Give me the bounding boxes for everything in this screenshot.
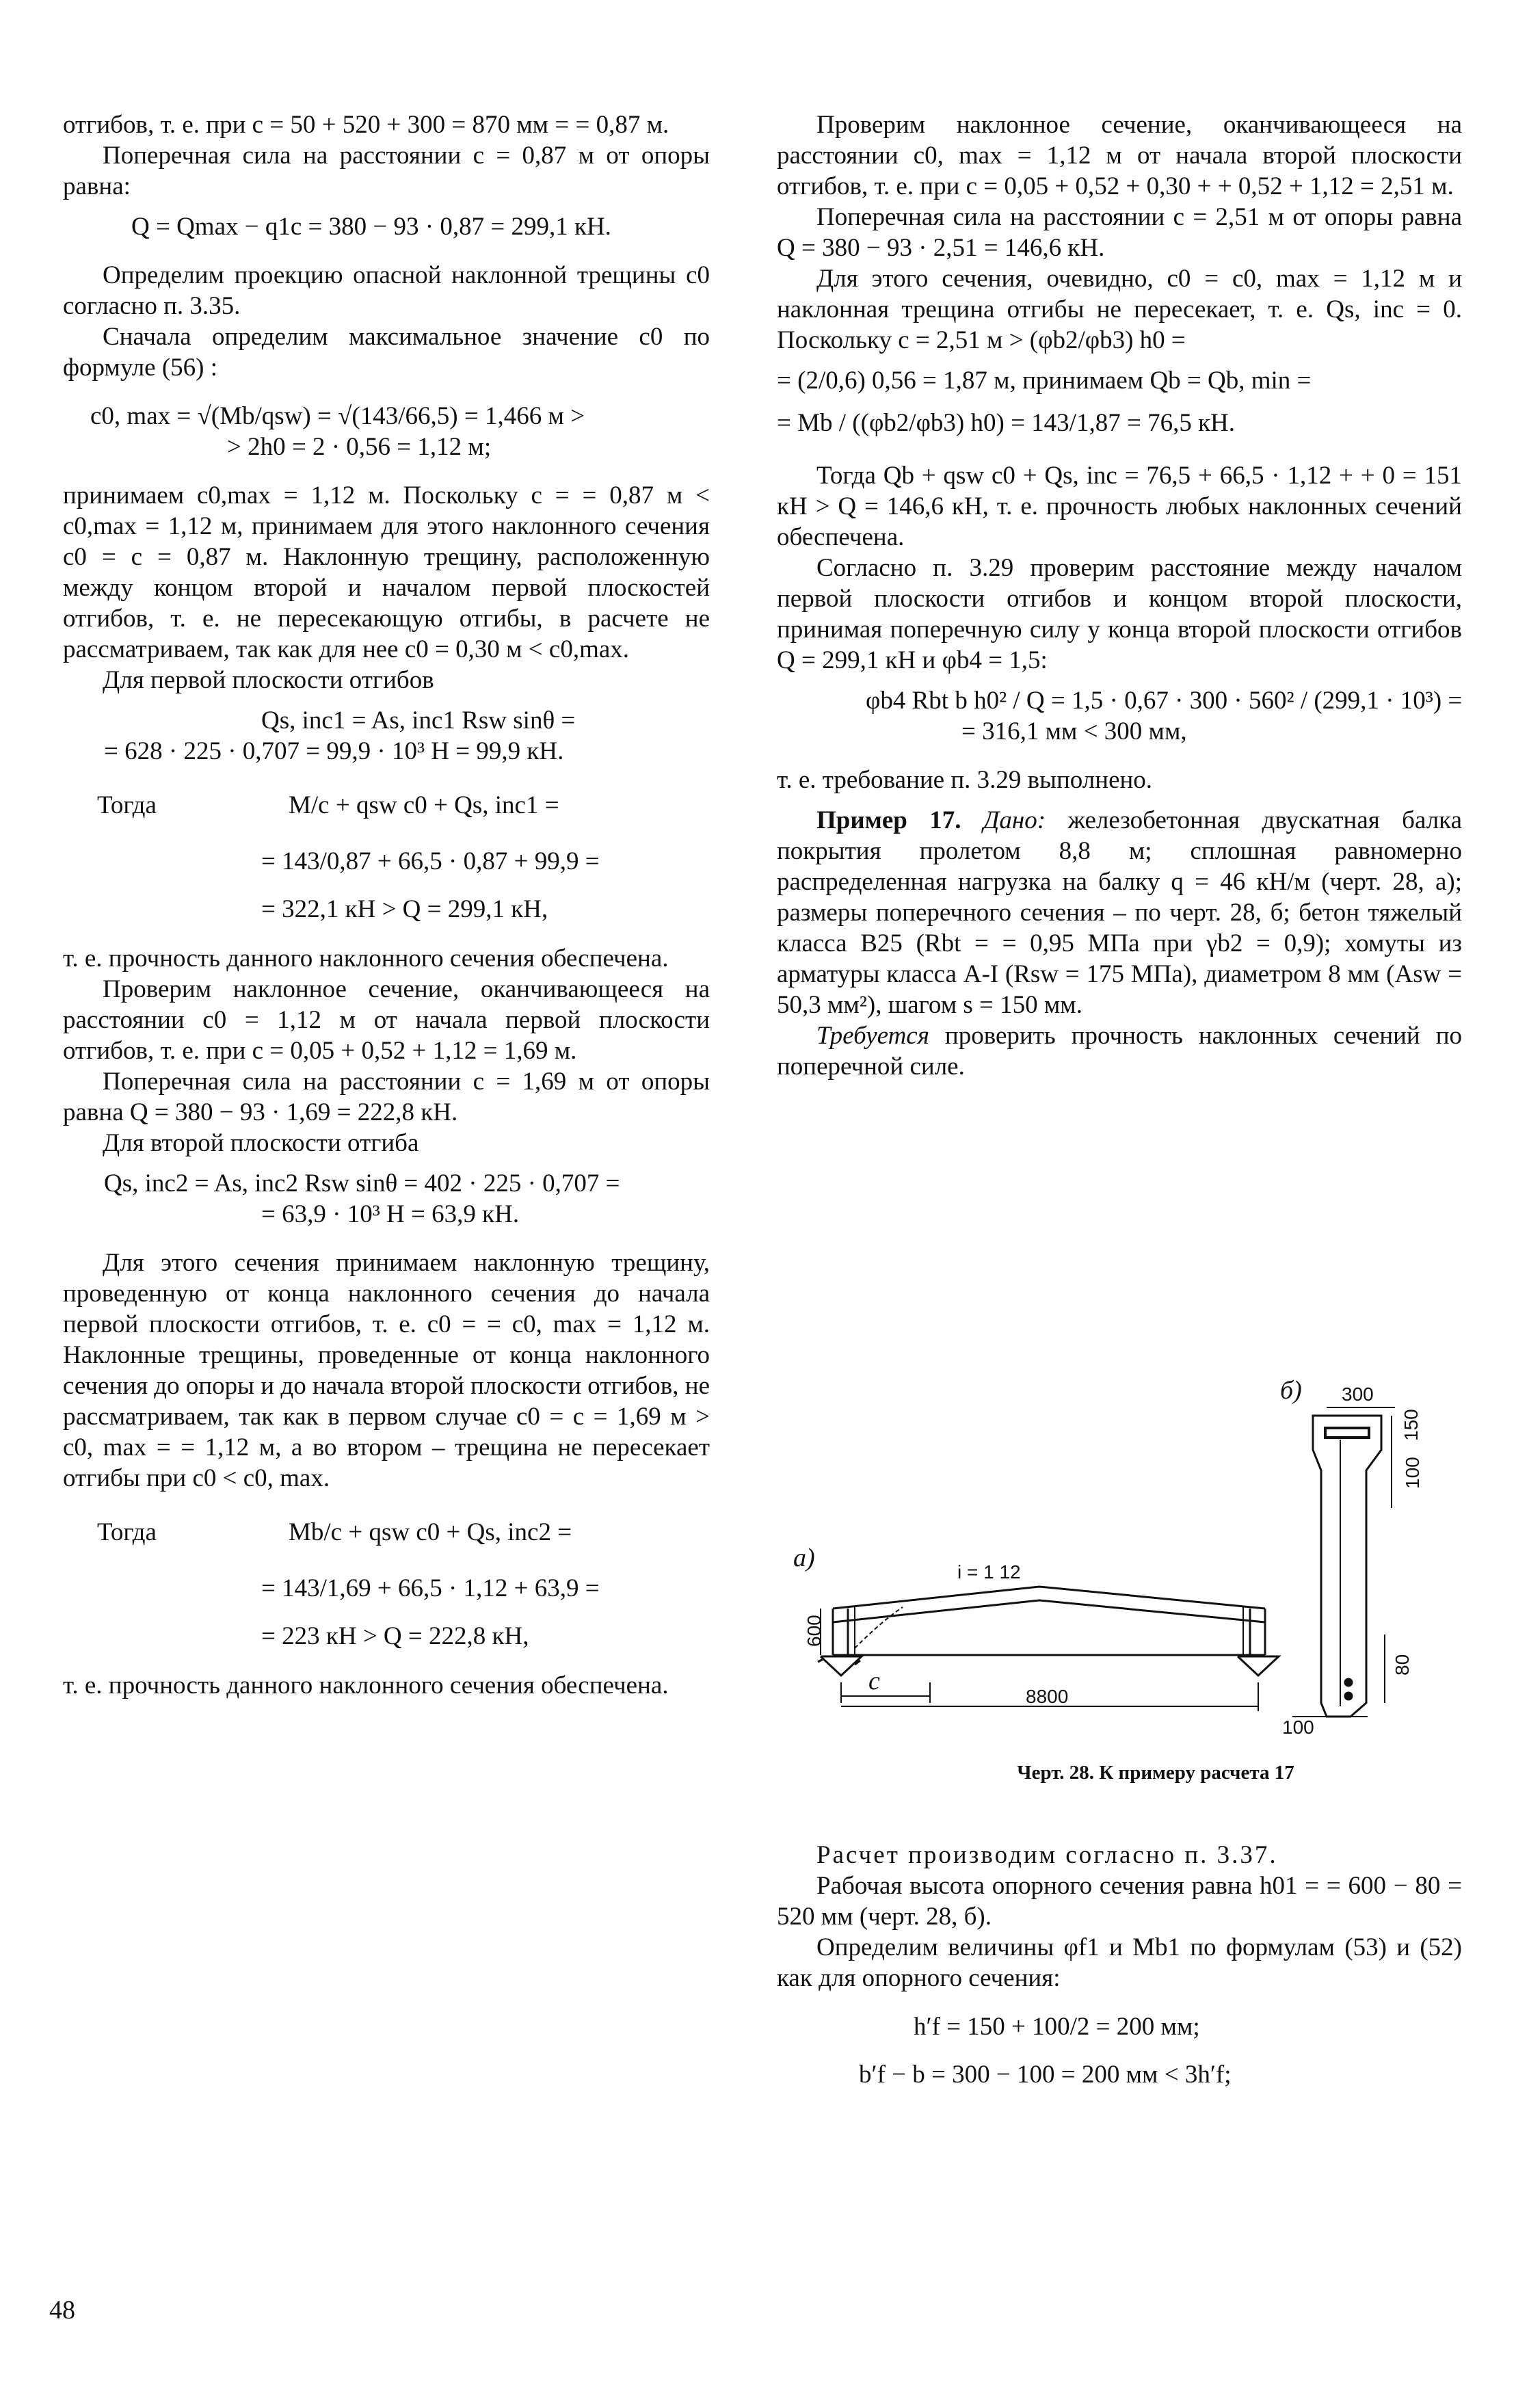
then-label: Тогда	[97, 791, 157, 819]
paragraph: т. е. требование п. 3.29 выполнено.	[777, 766, 1153, 794]
paragraph: Сначала определим максимальное значение c0 по формуле (56) :	[63, 323, 710, 382]
formula: = 63,9 · 10³ Н = 63,9 кН.	[261, 1200, 520, 1228]
slope-label: i = 1 12	[957, 1561, 1021, 1583]
formula: = 628 · 225 · 0,707 = 99,9 · 10³ Н = 99,9 кН.	[104, 737, 564, 765]
requirement-text: проверить прочность наклонных сечений по поперечной силе.	[777, 1022, 1462, 1081]
formula: = 223 кН > Q = 222,8 кН,	[261, 1622, 529, 1650]
given-label: Дано:	[983, 806, 1046, 834]
figure-caption: Черт. 28. К примеру расчета 17	[1017, 1762, 1294, 1784]
requirement-paragraph	[777, 1020, 1462, 1082]
paragraph: отгибов, т. е. при c = 50 + 520 + 300 = 870 мм = = 0,87 м.	[63, 111, 669, 139]
right-column	[777, 109, 1462, 1082]
formula: Qs, inc2 = As, inc2 Rsw sinθ = 402 · 225 · 0,707 =	[104, 1169, 620, 1198]
formula: φb4 Rbt b h0² / Q = 1,5 · 0,67 · 300 · 560² / (299,1 · 10³) =	[866, 687, 1463, 715]
beam-drawing	[752, 1361, 1436, 1751]
beam-elevation	[833, 1587, 1265, 1655]
formula: = (2/0,6) 0,56 = 1,87 м, принимаем Qb = Qb, min =	[777, 367, 1312, 395]
then-label: Тогда	[97, 1518, 157, 1546]
formula: c0, max = √(Mb/qsw) = √(143/66,5) = 1,466 м >	[90, 402, 585, 430]
formula: = 322,1 кН > Q = 299,1 кН,	[261, 895, 548, 923]
formula: h′f = 150 + 100/2 = 200 мм;	[914, 2013, 1200, 2041]
paragraph: Для первой плоскости отгибов	[103, 666, 434, 694]
paragraph: Для этого сечения принимаем наклонную трещину, проведенную от конца наклонного сечения до начала первой плоскости отгибов, т. е. c0 = = c0, max = 1,12 м. Наклонные трещины, проведенные от конца наклонного сечения до опоры и до начала второй плоскости отгибов, не рассматриваем, так как в первом случае c0 = c = 1,69 м > c0, max = = 1,12 м, а во втором – трещина не пересекает отгибы при c0 < c0, max.	[63, 1249, 710, 1492]
paragraph: Для этого сечения, очевидно, c0 = c0, max = 1,12 м и наклонная трещина отгибы не пересекает, т. е. Qs, inc = 0. Поскольку c = 2,51 м > (φb2/φb3) h0 =	[777, 265, 1462, 354]
formula: Mb/c + qsw c0 + Qs, inc2 =	[289, 1518, 572, 1546]
paragraph: т. е. прочность данного наклонного сечения обеспечена.	[63, 1671, 669, 1699]
section-dimensions	[1292, 1416, 1392, 1717]
dim-150: 150	[1400, 1409, 1422, 1441]
dim-c: c	[868, 1667, 880, 1695]
paragraph: Согласно п. 3.29 проверим расстояние между началом первой плоскости отгибов и концом второй плоскости, принимая поперечную силу у конца второй плоскости отгибов Q = 299,1 кН и φb4 = 1,5:	[777, 554, 1462, 674]
dim-80: 80	[1392, 1654, 1413, 1676]
paragraph: Проверим наклонное сечение, оканчивающееся на расстоянии c0, max = 1,12 м от начала второй плоскости отгибов, т. е. при c = 0,05 + 0,52 + 0,30 + + 0,52 + 1,12 = 2,51 м.	[777, 111, 1462, 200]
dim-100-vertical: 100	[1402, 1457, 1423, 1489]
paragraph: т. е. прочность данного наклонного сечения обеспечена.	[63, 944, 669, 973]
page-number: 48	[49, 2296, 75, 2325]
formula: = 143/0,87 + 66,5 · 0,87 + 99,9 =	[261, 847, 600, 875]
required-label: Требуется	[816, 1022, 929, 1050]
paragraph: Поперечная сила на расстоянии c = 1,69 м от опоры равна Q = 380 − 93 · 1,69 = 222,8 кН.	[63, 1068, 710, 1126]
formula: b′f − b = 300 − 100 = 200 мм < 3h′f;	[859, 2061, 1232, 2089]
dim-600: 600	[803, 1615, 825, 1647]
formula: = 143/1,69 + 66,5 · 1,12 + 63,9 =	[261, 1574, 600, 1602]
label-b: б)	[1280, 1376, 1302, 1405]
paragraph: Для второй плоскости отгиба	[103, 1129, 419, 1157]
support-left	[818, 1656, 862, 1676]
paragraph: Поперечная сила на расстоянии c = 0,87 м от опоры равна:	[63, 142, 710, 200]
formula: = Mb / ((φb2/φb3) h0) = 143/1,87 = 76,5 кН.	[777, 409, 1236, 437]
paragraph: Определим величины φf1 и Mb1 по формулам (53) и (52) как для опорного сечения:	[777, 1933, 1462, 1992]
paragraph: Расчет производим согласно п. 3.37.	[816, 1841, 1278, 1869]
cross-section	[1313, 1407, 1395, 1717]
paragraph: Проверим наклонное сечение, оканчивающееся на расстоянии c0 = 1,12 м от начала первой плоскости отгибов, т. е. при c = 0,05 + 0,52 + 1,12 = 1,69 м.	[63, 975, 710, 1065]
example-label: Пример 17.	[816, 806, 961, 834]
formula: Qs, inc1 = As, inc1 Rsw sinθ =	[261, 706, 576, 735]
formula: M/c + qsw c0 + Qs, inc1 =	[289, 791, 559, 819]
left-column	[63, 109, 710, 1701]
support-right	[1238, 1656, 1279, 1676]
dim-8800: 8800	[1026, 1686, 1069, 1707]
right-column-lower	[777, 1840, 1462, 2099]
paragraph: Поперечная сила на расстоянии c = 2,51 м от опоры равна Q = 380 − 93 · 2,51 = 146,6 кН.	[777, 203, 1462, 262]
dim-100-horizontal: 100	[1282, 1717, 1314, 1738]
dim-300: 300	[1342, 1384, 1374, 1405]
formula: Q = Qmax − q1c = 380 − 93 · 0,87 = 299,1 кН.	[131, 213, 611, 241]
paragraph: Тогда Qb + qsw c0 + Qs, inc = 76,5 + 66,5 · 1,12 + + 0 = 151 кН > Q = 146,6 кН, т. е. прочность любых наклонных сечений обеспечена.	[777, 462, 1462, 551]
paragraph: принимаем c0,max = 1,12 м. Поскольку c = = 0,87 м < c0,max = 1,12 м, принимаем для этого наклонного сечения c0 = c = 0,87 м. Наклонную трещину, расположенную между концом второй и началом первой плоскостей отгибов, т. е. не пересекающую отгибы, в расчете не рассматриваем, так как для нее c0 = 0,30 м < c0,max.	[63, 481, 710, 663]
formula: > 2h0 = 2 · 0,56 = 1,12 м;	[227, 433, 492, 461]
example-paragraph	[777, 805, 1462, 1020]
formula: = 316,1 мм < 300 мм,	[961, 717, 1187, 745]
paragraph: Рабочая высота опорного сечения равна h01 = = 600 − 80 = 520 мм (черт. 28, б).	[777, 1872, 1462, 1931]
label-a: а)	[793, 1544, 815, 1572]
paragraph: Определим проекцию опасной наклонной трещины c0 согласно п. 3.35.	[63, 261, 710, 320]
example-text: железобетонная двускатная балка покрытия пролетом 8,8 м; сплошная равномерно распределенная нагрузка на балку q = 46 кН/м (черт. 28, а); размеры поперечного сечения – по черт. 28, б; бетон тяжелый класса В25 (Rbt = = 0,95 МПа при γb2 = 0,9); хомуты из арматуры класса А-I (Rsw = 175 МПа), диаметром 8 мм (Asw = 50,3 мм²), шагом s = 150 мм.	[777, 806, 1462, 1019]
